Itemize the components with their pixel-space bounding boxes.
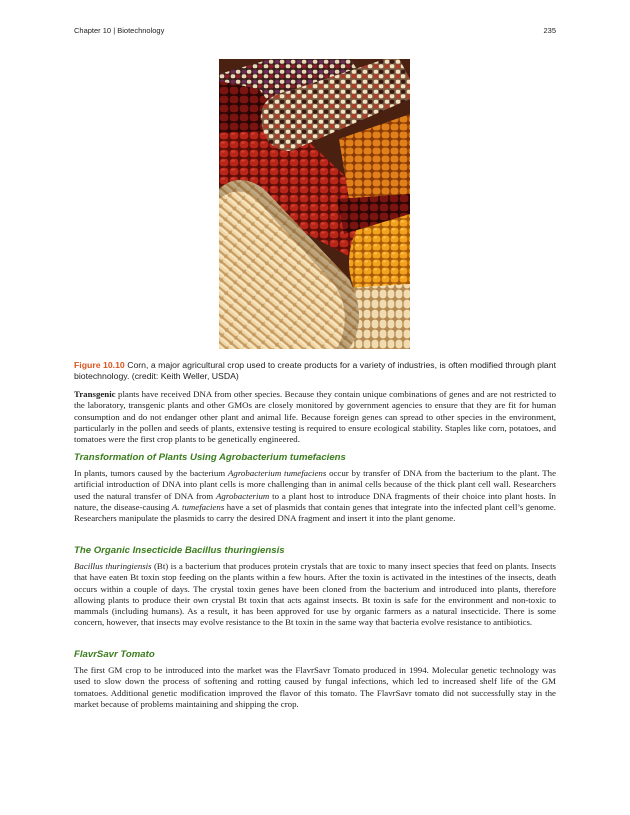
intro-text: plants have received DNA from other species. Because they contain unique combinations of genes and are not restricted to the laboratory, transgenic plants and other GMOs are closely monitored by government agencies to ensure that they are fit for human consumption and do not endanger other plant and animal life. Because foreign genes can spread to other species in the environment, particularly in the pollen and seeds of plants, extensive testing is required to ensure ecological stability. Staples like corn, potatoes, and tomatoes were the first crop plants to be genetically engineered.	[74, 389, 556, 445]
section-heading-agrobacterium: Transformation of Plants Using Agrobacterium tumefaciens	[74, 452, 346, 463]
paragraph-flavrsavr: The first GM crop to be introduced into the market was the FlavrSavr Tomato produced in 1994. Molecular genetic technology was used to slow down the process of softening and rotting caused by fungal infections, which led to increased shelf life of the GM tomatoes. Additional genetic modification improved the flavor of this tomato. The FlavrSavr tomato did not successfully stay in the market because of problems maintaining and shipping the crop.	[74, 665, 556, 709]
species-name: Agrobacterium tumefaciens	[228, 468, 327, 478]
paragraph-agrobacterium	[74, 468, 556, 524]
chapter-title: Chapter 10 | Biotechnology	[74, 26, 165, 35]
section-heading-bt: The Organic Insecticide Bacillus thuringiensis	[74, 545, 285, 556]
species-name: Bacillus thuringiensis	[74, 561, 152, 571]
paragraph-bt	[74, 561, 556, 629]
figure-label: Figure 10.10	[74, 359, 125, 370]
text-run: to a plant host to introduce DNA fragments of their choice into plant hosts. In nature, the disease-causing	[74, 490, 556, 512]
text-run: (Bt) is a bacterium that produces protein crystals that are toxic to many insect species that feed on plants. Insects that have eaten Bt toxin stop feeding on the plants within a few hours. After the toxin is activated in the intestines of the insects, death occurs within a couple of days. The crystal toxin genes have been cloned from the bacterium and introduced into plants, therefore allowing plants to produce their own crystal Bt toxin that acts against insects. Bt toxin is safe for the environment and non-toxic to mammals (including humans). As a result, it has been approved for use by organic farmers as a natural insecticide. There is some concern, however, that insects may evolve resistance to the Bt toxin in the same way that bacteria evolve resistance to antibiotics.	[74, 561, 556, 628]
species-name: Agrobacterium	[216, 490, 270, 501]
text-run: In plants, tumors caused by the bacterium	[74, 468, 226, 478]
figure-caption-text: Corn, a major agricultural crop used to create products for a variety of industries, is often modified through plant biotechnology. (credit: Keith Weller, USDA)	[74, 359, 556, 381]
corn-photo	[219, 59, 410, 349]
text-run: have a set of plasmids that contain genes that integrate into the infected plant cell’s genome. Researchers manipulate the plasmids to carry the desired DNA fragment and insert it into the plant genome.	[74, 501, 556, 524]
figure-caption	[74, 360, 556, 382]
section-heading-flavrsavr: FlavrSavr Tomato	[74, 649, 155, 660]
corn-illustration	[219, 59, 410, 349]
page-number: 235	[543, 26, 556, 35]
species-name: A. tumefaciens	[171, 501, 225, 512]
key-term-transgenic: Transgenic	[74, 389, 116, 399]
running-head	[74, 26, 556, 38]
intro-paragraph	[74, 389, 556, 445]
text-run: occur by transfer of DNA from the bacterium to the plant. The artificial introduction of DNA into plant cells is more challenging than in animal cells because of the thick plant cell wall. Researchers used the natural transfer of DNA from	[74, 468, 556, 501]
